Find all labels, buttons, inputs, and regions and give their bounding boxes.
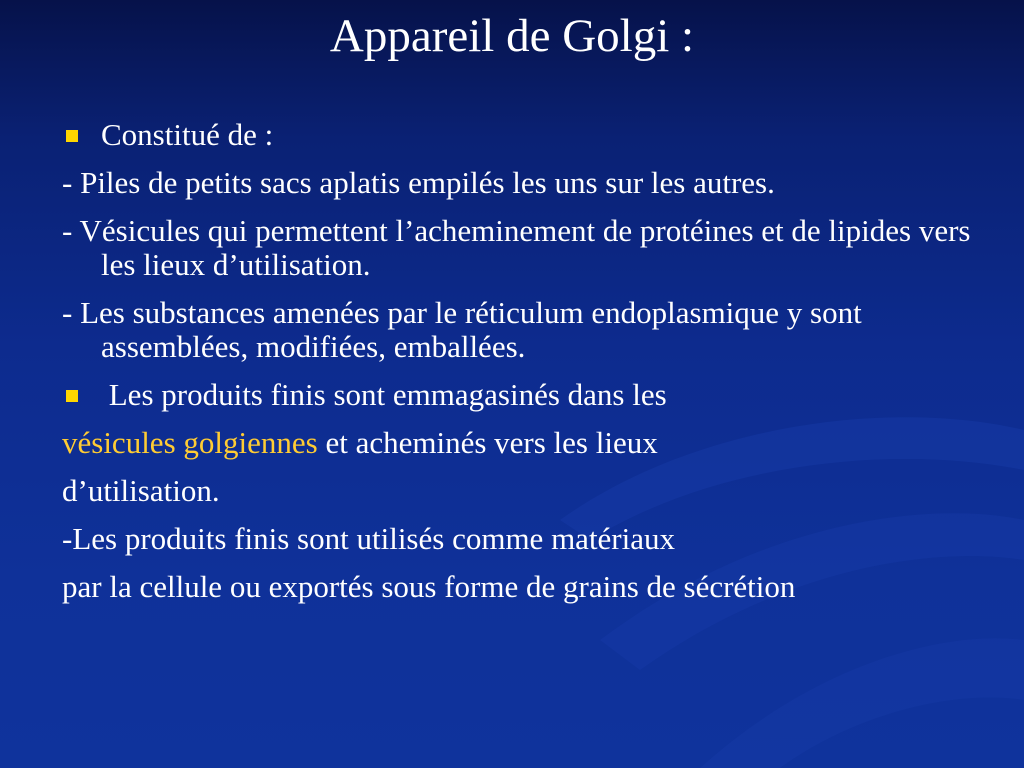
bullet-2-text: Les produits finis sont emmagasinés dans les: [101, 377, 667, 412]
slide-body: [62, 118, 992, 618]
text-line-3: - Les substances amenées par le réticulum endoplasmique y sont assemblées, modifiées, emballées.: [62, 295, 862, 364]
text-line-4-rest: et acheminés vers les lieux: [317, 425, 658, 460]
text-line-6: -Les produits finis sont utilisés comme matériaux: [62, 521, 676, 556]
highlight-term: vésicules golgiennes: [62, 425, 318, 460]
slide-title: Appareil de Golgi :: [329, 10, 695, 62]
text-line-4: [62, 426, 992, 460]
square-bullet-icon: [66, 130, 78, 142]
bullet-item-2: [62, 378, 992, 412]
text-line-1: - Piles de petits sacs aplatis empilés les uns sur les autres.: [62, 165, 775, 200]
bullet-item-1: [62, 118, 992, 152]
bullet-1-text: Constitué de :: [101, 117, 274, 152]
text-line-5: d’utilisation.: [62, 473, 220, 508]
text-line-2: - Vésicules qui permettent l’acheminement de protéines et de lipides vers les lieux d’utilisation.: [62, 213, 971, 282]
square-bullet-icon: [66, 390, 78, 402]
text-line-7: par la cellule ou exportés sous forme de grains de sécrétion: [62, 569, 796, 604]
